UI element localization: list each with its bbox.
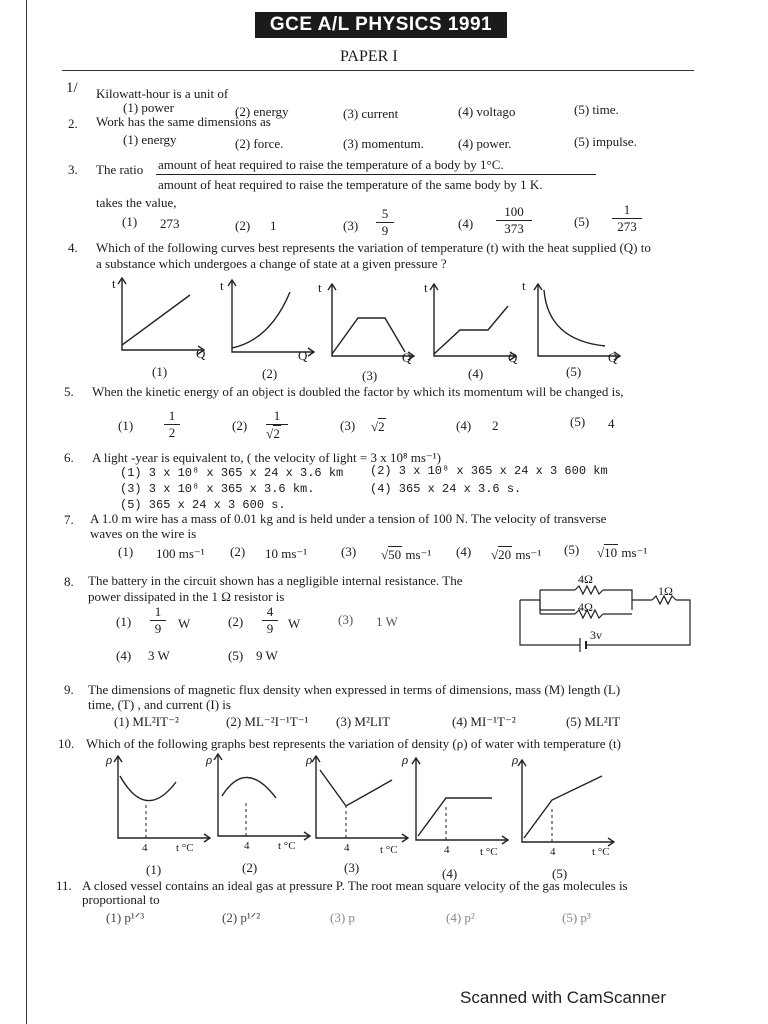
q3-option-5-num: 1 [612, 202, 642, 219]
q8-number: 8. [64, 574, 74, 589]
q1-option-5[interactable]: (5) time. [574, 102, 619, 117]
q7-option-5-label[interactable]: (5) [564, 542, 580, 557]
q3-option-4-label[interactable]: (4) [458, 216, 474, 231]
q11-option-1[interactable]: (1) p¹ᐟ³ [106, 910, 145, 925]
q8-option-3-label[interactable]: (3) [338, 612, 354, 627]
q10-axis-y-1: ρ [106, 752, 113, 767]
q11-option-5[interactable]: (5) p³ [562, 910, 591, 925]
q4-axis-x-5: Q [608, 350, 618, 365]
q7-option-5-unit: ms⁻¹ [621, 545, 648, 560]
q10-axis-x-2: t °C [278, 840, 296, 852]
q10-label-1[interactable]: (1) [146, 862, 162, 877]
q8-text-line2: power dissipated in the 1 Ω resistor is [88, 589, 285, 604]
q7-option-4-unit: ms⁻¹ [515, 547, 542, 562]
q5-option-5-label[interactable]: (5) [570, 414, 586, 429]
q8-option-1-label[interactable]: (1) [116, 614, 132, 629]
q3-option-1-value: 273 [160, 216, 180, 231]
q3-option-1-label[interactable]: (1) [122, 214, 138, 229]
q8-option-2-den: 9 [266, 621, 274, 636]
q5-option-2-den: √ 2 [273, 425, 281, 442]
q6-option-4[interactable]: (4) 365 x 24 x 3.6 s. [370, 482, 522, 496]
q7-option-4-root: √ 20 [498, 546, 512, 563]
q3-tail: takes the value, [96, 195, 177, 210]
q6-number: 6. [64, 450, 74, 465]
q5-option-4-label[interactable]: (4) [456, 418, 472, 433]
q8-option-2-num: 4 [262, 604, 278, 621]
q5-option-3-label[interactable]: (3) [340, 418, 356, 433]
q4-label-2[interactable]: (2) [262, 366, 278, 381]
q10-axis-x-1: t °C [176, 842, 194, 854]
q9-number: 9. [64, 682, 74, 697]
q6-option-5[interactable]: (5) 365 x 24 x 3 600 s. [120, 498, 286, 512]
q1-option-2[interactable]: (2) energy [235, 104, 289, 119]
q4-text-line1: Which of the following curves best represents the variation of temperature (t) with the heat supplied (Q) to [96, 240, 651, 255]
q10-curve-5 [524, 776, 602, 838]
q8-option-3-value: 1 W [376, 614, 398, 629]
q10-axis-x-3: t °C [380, 844, 398, 856]
q3-number: 3. [68, 162, 78, 177]
q8-option-4-label[interactable]: (4) [116, 648, 132, 663]
q3-option-5-den: 273 [617, 219, 637, 234]
q10-graph-4-axes [416, 758, 508, 840]
q7-number: 7. [64, 512, 74, 527]
q8-r2-label: 4Ω [578, 600, 593, 614]
q5-option-1-den: 2 [168, 425, 176, 440]
q8-option-1-unit: W [178, 616, 191, 631]
q11-option-3[interactable]: (3) p [330, 910, 355, 925]
q10-label-3[interactable]: (3) [344, 860, 360, 875]
q5-option-2-num: 1 [266, 408, 288, 425]
q4-label-3[interactable]: (3) [362, 368, 378, 383]
q3-option-3-num: 5 [376, 206, 394, 223]
q4-label-4[interactable]: (4) [468, 366, 484, 381]
q5-option-1-num: 1 [164, 408, 180, 425]
q10-text: Which of the following graphs best represents the variation of density (ρ) of water with temperature (t) [86, 736, 621, 751]
q4-text-line2: a substance which undergoes a change of state at a given pressure ? [96, 256, 447, 271]
q4-axis-y-4: t [424, 280, 428, 295]
q10-curve-1 [120, 776, 176, 801]
q5-option-1-label[interactable]: (1) [118, 418, 134, 433]
q10-tick-4: 4 [444, 844, 450, 856]
q5-text: When the kinetic energy of an object is doubled the factor by which its momentum will be changed is, [92, 384, 624, 399]
q10-graph-1-axes [118, 756, 210, 838]
q3-denominator: amount of heat required to raise the temperature of the same body by 1 K. [158, 177, 543, 192]
q10-graph-5-axes [522, 760, 614, 842]
q8-option-2-label[interactable]: (2) [228, 614, 244, 629]
q4-label-5[interactable]: (5) [566, 364, 582, 379]
q4-label-1[interactable]: (1) [152, 364, 168, 379]
q8-option-4-value: 3 W [148, 648, 170, 663]
q9-option-3[interactable]: (3) M²LIT [336, 714, 391, 729]
q8-option-1-num: 1 [150, 604, 166, 621]
q9-text-line2: time, (T) , and current (I) is [88, 697, 231, 712]
q2-option-3[interactable]: (3) momentum. [343, 136, 424, 151]
q11-option-2[interactable]: (2) p¹ᐟ² [222, 910, 261, 925]
q7-option-2-label[interactable]: (2) [230, 544, 246, 559]
q2-number: 2. [68, 116, 78, 131]
q1-option-4[interactable]: (4) voltago [458, 104, 516, 119]
q4-axis-x-3: Q [402, 350, 412, 365]
q10-tick-1: 4 [142, 842, 148, 854]
q4-axis-y-3: t [318, 280, 322, 295]
q10-axis-y-2: ρ [206, 752, 213, 767]
q5-option-5-value: 4 [608, 416, 615, 431]
q10-tick-2: 4 [244, 840, 250, 852]
q3-option-4-num: 100 [496, 204, 532, 221]
q3-numerator: amount of heat required to raise the temperature of a body by 1°C. [158, 157, 504, 172]
q7-option-3-label[interactable]: (3) [341, 544, 357, 559]
q5-option-3-value: √ 2 [378, 418, 386, 435]
q8-option-5-label[interactable]: (5) [228, 648, 244, 663]
q2-option-5[interactable]: (5) impulse. [574, 134, 637, 149]
q11-option-4[interactable]: (4) p² [446, 910, 475, 925]
q10-axis-x-4: t °C [480, 846, 498, 858]
paper-title: PAPER I [340, 48, 398, 65]
q2-option-1[interactable]: (1) energy [123, 132, 177, 147]
q8-text-line1: The battery in the circuit shown has a negligible internal resistance. The [88, 573, 463, 588]
q10-axis-y-3: ρ [306, 752, 313, 767]
q7-option-5-root: √ 10 [604, 544, 618, 561]
q4-axis-y-1: t [112, 276, 116, 291]
q4-number: 4. [68, 240, 78, 255]
q8-option-5-value: 9 W [256, 648, 278, 663]
q4-axis-y-2: t [220, 278, 224, 293]
q8-r1-label: 4Ω [578, 572, 593, 586]
q6-option-3[interactable]: (3) 3 x 10⁸ x 365 x 3.6 km. [120, 482, 315, 496]
q3-option-2-label[interactable]: (2) [235, 218, 251, 233]
q4-axis-x-4: Q [508, 350, 518, 365]
q5-option-4-value: 2 [492, 418, 499, 433]
q3-option-3-den: 9 [381, 223, 389, 238]
q3-option-5-label[interactable]: (5) [574, 214, 590, 229]
q10-label-2[interactable]: (2) [242, 860, 258, 875]
q9-option-4[interactable]: (4) MI⁻¹T⁻² [452, 714, 516, 729]
q2-option-4[interactable]: (4) power. [458, 136, 512, 151]
q7-text-line2: waves on the wire is [90, 526, 197, 541]
q5-option-2-label[interactable]: (2) [232, 418, 248, 433]
q11-number: 11. [56, 878, 72, 893]
q1-text: Kilowatt-hour is a unit of [96, 86, 229, 101]
q6-option-1[interactable]: (1) 3 x 10⁸ x 365 x 24 x 3.6 km [120, 466, 344, 480]
q10-axis-x-5: t °C [592, 846, 610, 858]
q10-graph-2-axes [218, 752, 313, 836]
q11-text-line2: proportional to [82, 892, 160, 907]
q3-option-2-value: 1 [270, 218, 277, 233]
q3-lead: The ratio [96, 162, 144, 177]
q7-option-1-value: 100 ms⁻¹ [156, 546, 205, 561]
q10-label-4[interactable]: (4) [442, 866, 458, 881]
q10-label-5[interactable]: (5) [552, 866, 568, 881]
q8-r3-label: 1Ω [658, 584, 673, 598]
q7-option-3-unit: ms⁻¹ [405, 547, 432, 562]
q11-text-line1: A closed vessel contains an ideal gas at pressure P. The root mean square velocity of the gas molecules is [82, 878, 628, 893]
q9-option-1[interactable]: (1) ML²IT⁻² [114, 714, 179, 729]
q7-text-line1: A 1.0 m wire has a mass of 0.01 kg and is held under a tension of 100 N. The velocity of transverse [90, 511, 607, 526]
q10-axis-y-5: ρ [512, 752, 519, 767]
q10-curve-2 [222, 777, 276, 798]
q2-text: Work has the same dimensions as [96, 114, 271, 129]
q10-tick-3: 4 [344, 842, 350, 854]
q4-axis-x-1: Q [196, 346, 206, 361]
q10-tick-5: 4 [550, 846, 556, 858]
q7-option-1-label[interactable]: (1) [118, 544, 134, 559]
q4-axis-x-2: Q [298, 348, 308, 363]
q9-option-2[interactable]: (2) ML⁻²I⁻¹T⁻¹ [226, 714, 309, 729]
q7-option-4-label[interactable]: (4) [456, 544, 472, 559]
q6-option-2[interactable]: (2) 3 x 10⁸ x 365 x 24 x 3 600 km [370, 464, 608, 478]
q10-number: 10. [58, 736, 75, 751]
q3-option-4-den: 373 [504, 221, 524, 236]
q8-option-1-den: 9 [154, 621, 162, 636]
q10-axis-y-4: ρ [402, 752, 409, 767]
q8-battery-label: 3v [590, 628, 602, 642]
q5-number: 5. [64, 384, 74, 399]
q1-number: 1/ [66, 80, 78, 96]
q8-option-2-unit: W [288, 616, 301, 631]
q7-option-3-root: √ 50 [388, 546, 402, 563]
q9-text-line1: The dimensions of magnetic flux density when expressed in terms of dimensions, mass (M) length (L) [88, 682, 621, 697]
q1-option-3[interactable]: (3) current [343, 106, 399, 121]
exam-title: GCE A/L PHYSICS 1991 [255, 12, 507, 38]
q2-option-2[interactable]: (2) force. [235, 136, 284, 151]
q10-curve-3 [320, 770, 392, 806]
q9-option-5[interactable]: (5) ML²IT [566, 714, 621, 729]
q7-option-2-value: 10 ms⁻¹ [265, 546, 308, 561]
q1-option-1[interactable]: (1) power [123, 100, 174, 115]
q6-text: A light -year is equivalent to, ( the velocity of light = 3 x 10⁸ ms⁻¹) [92, 450, 442, 465]
scanner-watermark: Scanned with CamScanner [460, 988, 667, 1007]
q10-curve-4 [418, 798, 492, 836]
q3-option-3-label[interactable]: (3) [343, 218, 359, 233]
q4-axis-y-5: t [522, 278, 526, 293]
